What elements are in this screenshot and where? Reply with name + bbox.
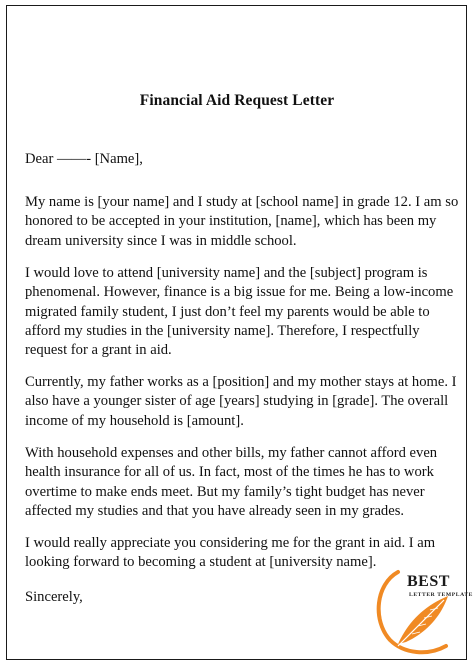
paragraph-4: With household expenses and other bills, my father cannot afford even health insurance for all of us. In fact, most of the times he has to work overtime to make ends meet. But my family’s tight budget has never affected my studies and that you have already seen in my grades. — [25, 445, 438, 519]
logo-tagline: LETTER TEMPLATE — [409, 592, 473, 598]
closing: Sincerely, — [25, 589, 83, 605]
paragraph-3: Currently, my father works as a [position] and my mother stays at home. I also have a younger sister of age [years] studying in [grade]. The overall income of my household is [amount]. — [25, 374, 457, 429]
logo-brand: BEST — [407, 573, 450, 590]
paragraph-5: I would really appreciate you considering me for the grant in aid. I am looking forward to becoming a student at [university name]. — [25, 535, 436, 571]
salutation: Dear ——- [Name], — [25, 151, 143, 167]
paragraph-2: I would love to attend [university name] and the [subject] program is phenomenal. However, finance is a big issue for me. Being a low-income migrated family student, I just don’t feel my parents would be able to afford my studies in the [university name]. Therefore, I respectfully request for a grant in aid. — [25, 265, 454, 359]
document-title: Financial Aid Request Letter — [139, 92, 335, 109]
paragraph-1: My name is [your name] and I study at [school name] in grade 12. I am so honored to be accepted in your institution, [name], which has been my dream university since I was in middle school. — [25, 194, 459, 249]
